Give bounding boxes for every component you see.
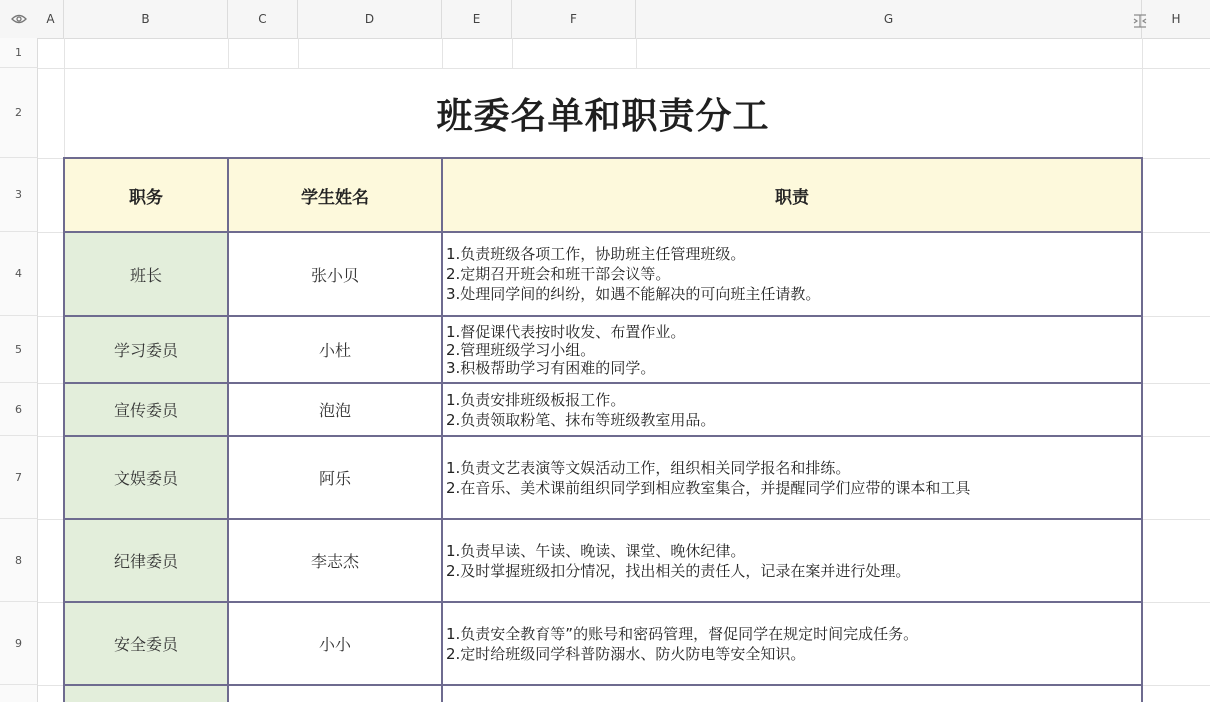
student-name-cell[interactable]: 泡泡	[318, 401, 351, 420]
table-border	[63, 157, 1143, 159]
column-header-b[interactable]: B	[64, 0, 228, 38]
column-header-e[interactable]: E	[442, 0, 512, 38]
row-header-10[interactable]	[0, 685, 38, 702]
table-border	[63, 315, 1143, 317]
duty-line: 1.负责文艺表演等文娱活动工作，组织相关同学报名和排练。	[446, 458, 851, 477]
role-cell[interactable]: 纪律委员	[64, 519, 228, 602]
duty-line: 2.定期召开班会和班干部会议等。	[446, 265, 671, 283]
table-border	[63, 157, 65, 702]
grid-line	[1142, 436, 1210, 437]
table-border	[227, 157, 229, 702]
duty-line: 3.积极帮助学习有困难的同学。	[446, 358, 656, 377]
duty-cell[interactable]	[442, 436, 1142, 519]
grid-line	[1142, 232, 1210, 233]
column-header-a[interactable]: A	[38, 0, 64, 38]
role-cell[interactable]: 宣传委员	[64, 383, 228, 436]
grid-line	[38, 383, 64, 384]
table-border	[63, 601, 1143, 603]
header-duty-cell[interactable]: 职责	[442, 158, 1142, 232]
grid-line	[1142, 316, 1210, 317]
grid-line	[38, 316, 64, 317]
grid-line	[38, 232, 64, 233]
grid-line	[38, 436, 64, 437]
table-border	[63, 435, 1143, 437]
grid-line	[64, 38, 65, 68]
table-border	[1141, 157, 1143, 702]
column-header-f[interactable]: F	[512, 0, 636, 38]
role-cell[interactable]	[64, 685, 228, 702]
column-header-g[interactable]: G	[636, 0, 1142, 38]
header-name-cell[interactable]: 学生姓名	[228, 158, 442, 232]
column-header-d[interactable]: D	[298, 0, 442, 38]
duty-line: 2.管理班级学习小组。	[446, 340, 596, 359]
duty-line: 3.处理同学间的纠纷，如遇不能解决的可向班主任请教。	[446, 285, 821, 303]
table-border	[63, 382, 1143, 384]
grid-line	[38, 519, 64, 520]
grid-line	[38, 158, 64, 159]
grid-line	[1142, 602, 1210, 603]
sheet-title[interactable]: 班委名单和职责分工	[436, 95, 770, 137]
row-header-6[interactable]: 6	[0, 383, 38, 436]
grid-line	[442, 38, 443, 68]
duty-line: 2.在音乐、美术课前组织同学到相应教室集合，并提醒同学们应带的课本和工具	[446, 478, 971, 497]
column-resize-icon[interactable]	[1131, 12, 1149, 30]
table-border	[63, 231, 1143, 233]
duty-line: 2.定时给班级同学科普防溺水、防火防电等安全知识。	[446, 644, 806, 663]
header-role-cell[interactable]: 职务	[64, 158, 228, 232]
row-header-3[interactable]: 3	[0, 158, 38, 232]
student-name-cell[interactable]: 小杜	[318, 341, 351, 360]
row-header-2[interactable]: 2	[0, 68, 38, 158]
grid-line	[38, 602, 64, 603]
column-header-bar	[0, 0, 1210, 39]
duty-cell[interactable]	[442, 316, 1142, 383]
duty-cell[interactable]	[442, 383, 1142, 436]
duty-cell[interactable]	[442, 519, 1142, 602]
row-header-8[interactable]: 8	[0, 519, 38, 602]
duty-line: 1.负责安全教育等”的账号和密码管理，督促同学在规定时间完成任务。	[446, 624, 919, 643]
row-header-1[interactable]: 1	[0, 38, 38, 68]
grid-line	[1142, 685, 1210, 686]
row-header-5[interactable]: 5	[0, 316, 38, 383]
column-header-h[interactable]: H	[1171, 12, 1181, 26]
duty-line: 2.负责领取粉笔、抹布等班级教室用品。	[446, 410, 716, 429]
row-header-7[interactable]: 7	[0, 436, 38, 519]
student-name-cell[interactable]: 李志杰	[310, 552, 359, 571]
duty-line: 1.负责安排班级板报工作。	[446, 390, 626, 409]
duty-line: 1.负责早读、午读、晚读、课堂、晚休纪律。	[446, 541, 746, 560]
role-cell[interactable]: 班长	[64, 232, 228, 316]
grid-line	[38, 685, 64, 686]
grid-line	[228, 38, 229, 68]
grid-line	[1142, 519, 1210, 520]
row-header-9[interactable]: 9	[0, 602, 38, 685]
duty-cell[interactable]	[442, 602, 1142, 685]
duty-line: 2.及时掌握班级扣分情况，找出相关的责任人，记录在案并进行处理。	[446, 561, 911, 580]
grid-line	[1142, 158, 1210, 159]
grid-line	[636, 38, 637, 68]
role-cell[interactable]: 安全委员	[64, 602, 228, 685]
grid-line	[298, 38, 299, 68]
duty-line: 1.督促课代表按时收发、布置作业。	[446, 322, 686, 341]
grid-line	[512, 38, 513, 68]
role-cell[interactable]: 文娱委员	[64, 436, 228, 519]
eye-icon[interactable]	[0, 0, 38, 38]
grid-line	[1142, 383, 1210, 384]
table-border	[63, 684, 1143, 686]
table-border	[63, 518, 1143, 520]
duty-line: 1.负责班级各项工作，协助班主任管理班级。	[446, 245, 746, 263]
row-header-4[interactable]: 4	[0, 232, 38, 316]
duty-cell[interactable]	[442, 232, 1142, 316]
student-name-cell[interactable]: 张小贝	[310, 265, 359, 285]
student-name-cell[interactable]: 小小	[318, 635, 351, 654]
table-border	[441, 157, 443, 702]
column-header-c[interactable]: C	[228, 0, 298, 38]
student-name-cell[interactable]: 阿乐	[318, 469, 351, 488]
role-cell[interactable]: 学习委员	[64, 316, 228, 383]
